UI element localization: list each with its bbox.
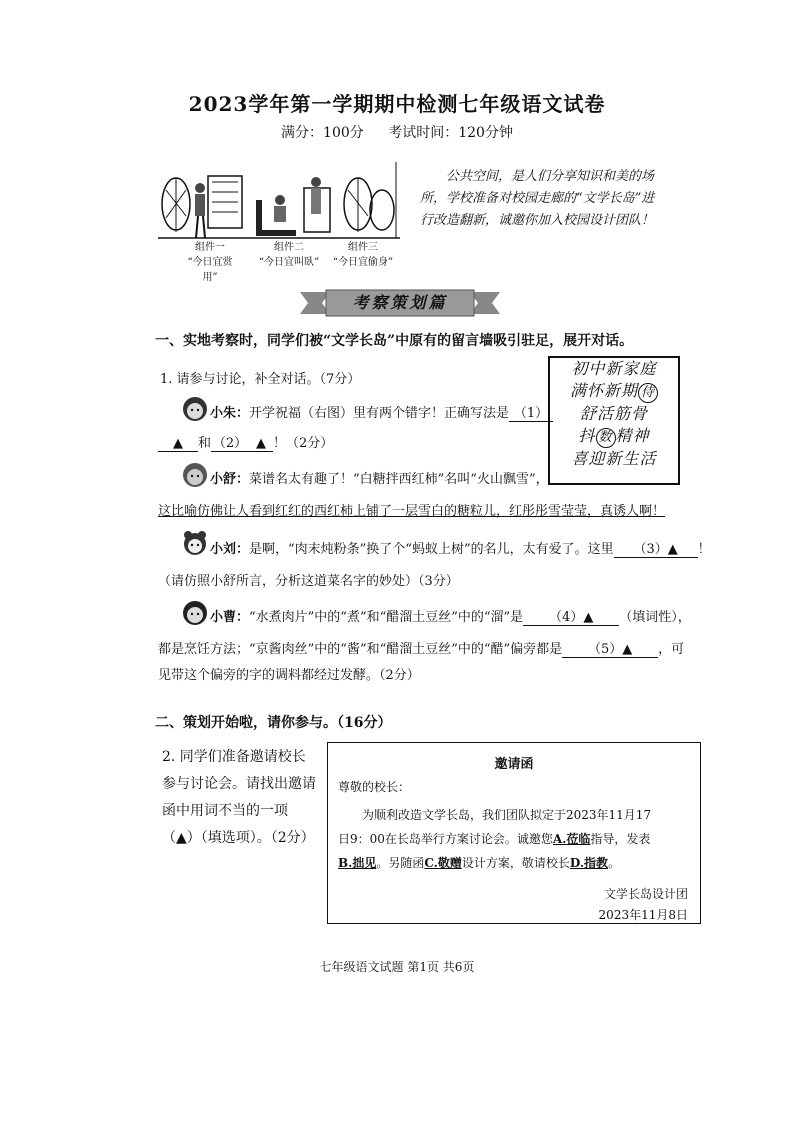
option-d[interactable]: D.指教 [569,856,609,870]
xiaocao-line: 小曹：“水煮肉片”中的“煮”和“醋溜土豆丝”中的“溜”是 （4）▲ （填词性）， [210,606,691,626]
circled-char-2: 数 [596,428,616,448]
intro-text: 公共空间，是人们分享知识和美的场所，学校准备对校园走廊的“文学长岛”进行改造翻新，诚邀你加入校园设计团队！ [420,169,655,228]
option-a[interactable]: A.莅临 [552,832,591,846]
xiaoshu-line-2: 这比喻仿佛让人看到红红的西红柿上铺了一层雪白的糖粒儿，红彤彤雪莹莹，真诱人啊！ [158,504,666,519]
letter-title: 邀请函 [494,757,534,772]
xiaozhu-avatar [182,396,208,422]
xiaozhu-line: 小朱：开学祝福（右图）里有两个错字！正确写法是 （1） [210,402,553,422]
poem-line-2: 满怀新期 侍 [550,380,678,403]
blank-2-marker[interactable]: ▲ [249,436,273,452]
page-footer: 七年级语文试题 第1页 共6页 [319,960,475,974]
exam-title: 2023学年第一学期期中检测七年级语文试卷 [188,92,606,116]
question-2: 2. 同学们准备邀请校长 参与讨论会。请找出邀请 函中用词不当的一项 （▲）（填选项）。（2分） [162,749,316,846]
section1-heading: 一、实地考察时，同学们被“文学长岛”中原有的留言墙吸引驻足，展开对话。 [155,333,634,349]
poem-line-4: 抖 数 精神 [550,425,678,448]
xiaoliu-note: （请仿照小舒所言，分析这道菜名字的妙处）（3分） [158,574,459,589]
invitation-letter [327,742,701,924]
option-b[interactable]: B.拙见 [338,856,377,870]
blank-5[interactable]: （5）▲ [562,638,658,658]
xiaocao-line-2: 都是烹饪方法；“京酱肉丝”中的“酱”和“醋溜土豆丝”中的“醋”偏旁都是 （5）▲ ，可 [158,638,684,658]
exam-subtitle [0,122,794,142]
blank-1[interactable]: （1） [509,402,553,422]
letter-sign: 文学长岛设计团 [603,887,688,901]
blank-3[interactable]: （3）▲ [614,538,698,558]
group-label-2: 组件二 “今日宜叫臥” [258,242,320,268]
exam-time: 考试时间：120分钟 [388,125,513,141]
option-c[interactable]: C.敬赠 [424,856,462,870]
xiaocao-avatar [182,600,208,626]
letter-body: 为顺利改造文学长岛，我们团队拟定于2023年11月17 日9：00在长岛举行方案讨论会。诚邀您A.莅临指导，发表 B.拙见。另随函C.敬赠设计方案，敬请校长D.指教。 [338,808,652,870]
group-label-1: 组件一 “今日宜赏用” [187,242,233,283]
xiaocao-line-3: 见带这个偏旁的字的调料都经过发酵。（2分） [158,668,420,683]
poem-line-1: 初中新家庭 [571,359,657,378]
greeting-card [548,356,680,485]
xiaozhu-line-2: ▲ 和 （2） ▲ ！（2分） [158,432,333,452]
question-1: 1. 请参与讨论，补全对话。（7分） [160,372,361,387]
xiaoliu-avatar [182,530,208,556]
xiaoshu-avatar [182,462,208,488]
poem-line-5: 喜迎新生活 [571,449,657,468]
section2-heading: 二、策划开始啦，请你参与。（16分） [155,715,392,731]
xiaoshu-line: 小舒：菜谱名太有趣了！“白糖拌西红柿”名叫“火山飘雪”， [210,472,549,487]
poem-line-3: 舒活筋骨 [579,404,648,423]
full-score: 满分：100分 [281,125,364,141]
circled-char-1: 侍 [638,383,658,403]
letter-date: 2023年11月8日 [598,908,688,922]
blank-4[interactable]: （4）▲ [523,606,619,626]
xiaoliu-line: 小刘：是啊，“肉末炖粉条”换了个“蚂蚁上树”的名儿，太有爱了。这里 （3）▲ ！ [210,538,711,558]
blank-2[interactable]: （2） [211,432,249,452]
letter-greeting: 尊敬的校长： [338,780,411,794]
group-label-3: 组件三 “今日宜偷身” [332,242,394,268]
blank-1-marker[interactable]: ▲ [158,436,198,452]
banner-title: 考察策划篇 [352,293,448,312]
